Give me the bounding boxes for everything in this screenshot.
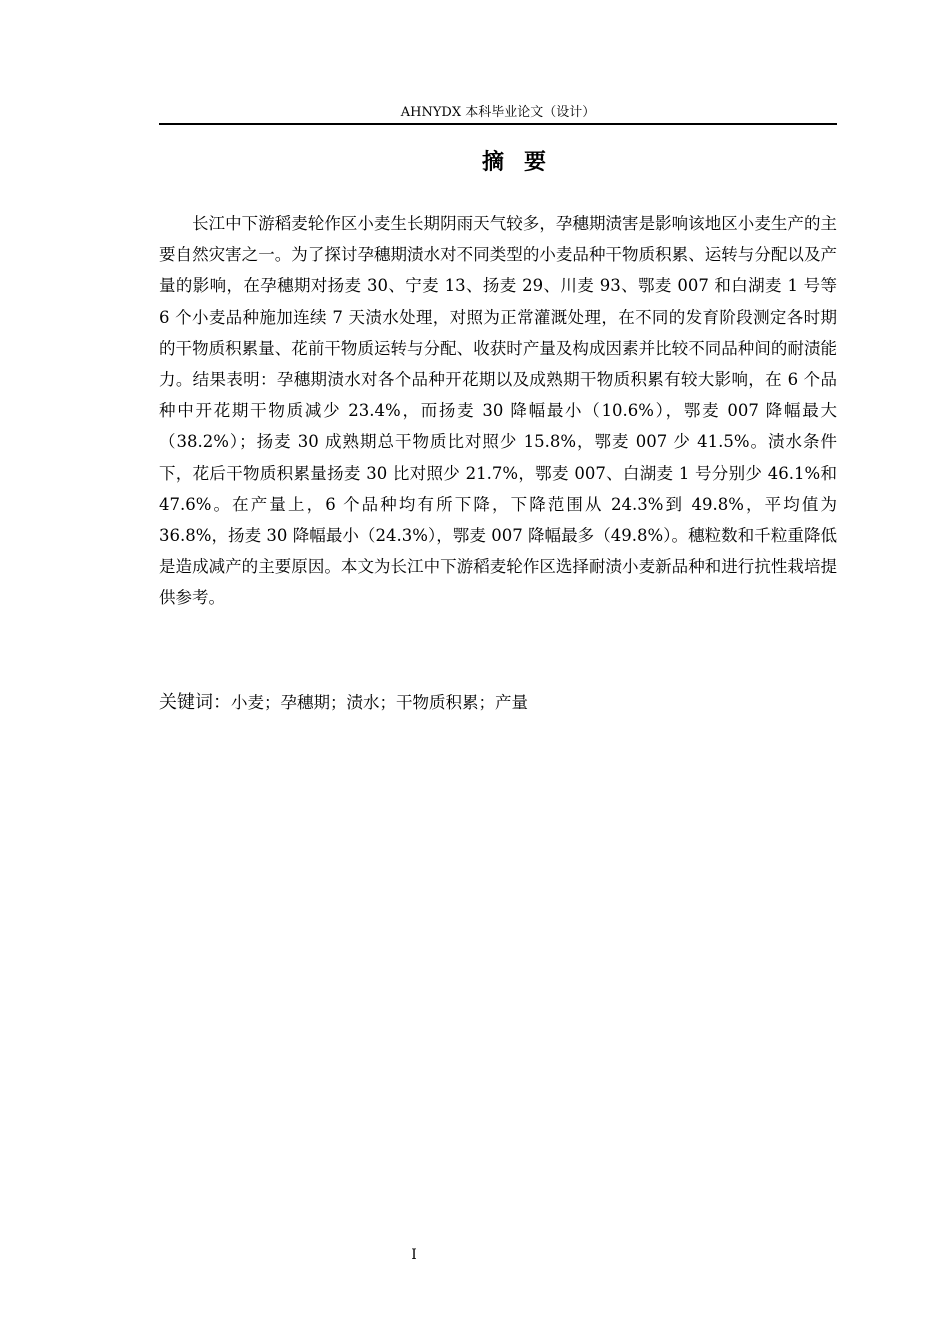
running-header: AHNYDX 本科毕业论文（设计）: [400, 105, 596, 120]
keywords-line: [159, 688, 837, 718]
header-rule: [159, 123, 837, 125]
keywords-label: 关键词：: [159, 692, 231, 713]
abstract-title: 摘要: [481, 150, 566, 175]
keywords-terms: 小麦；孕穗期；渍水；干物质积累；产量: [231, 693, 528, 712]
page-number: I: [411, 1247, 417, 1263]
abstract-body: 长江中下游稻麦轮作区小麦生长期阴雨天气较多，孕穗期渍害是影响该地区小麦生产的主要自然灾害之一。为了探讨孕穗期渍水对不同类型的小麦品种干物质积累、运转与分配以及产量的影响，在孕穗期对扬麦 30、宁麦 13、扬麦 29、川麦 93、鄂麦 007 和白湖麦 1 号等 6 个小麦品种施加连续 7 天渍水处理，对照为正常灌溉处理，在不同的发育阶段测定各时期的干物质积累量、花前干物质运转与分配、收获时产量及构成因素并比较不同品种间的耐渍能力。结果表明：孕穗期渍水对各个品种开花期以及成熟期干物质积累有较大影响，在 6 个品种中开花期干物质减少 23.4%，而扬麦 30 降幅最小（10.6%），鄂麦 007 降幅最大（38.2%）；扬麦 30 成熟期总干物质比对照少 15.8%，鄂麦 007 少 41.5%。渍水条件下，花后干物质积累量扬麦 30 比对照少 21.7%，鄂麦 007、白湖麦 1 号分别少 46.1%和 47.6%。在产量上，6 个品种均有所下降，下降范围从 24.3%到 49.8%，平均值为 36.8%，扬麦 30 降幅最小（24.3%），鄂麦 007 降幅最多（49.8%）。穗粒数和千粒重降低是造成减产的主要原因。本文为长江中下游稻麦轮作区选择耐渍小麦新品种和进行抗性栽培提供参考。: [159, 214, 837, 608]
